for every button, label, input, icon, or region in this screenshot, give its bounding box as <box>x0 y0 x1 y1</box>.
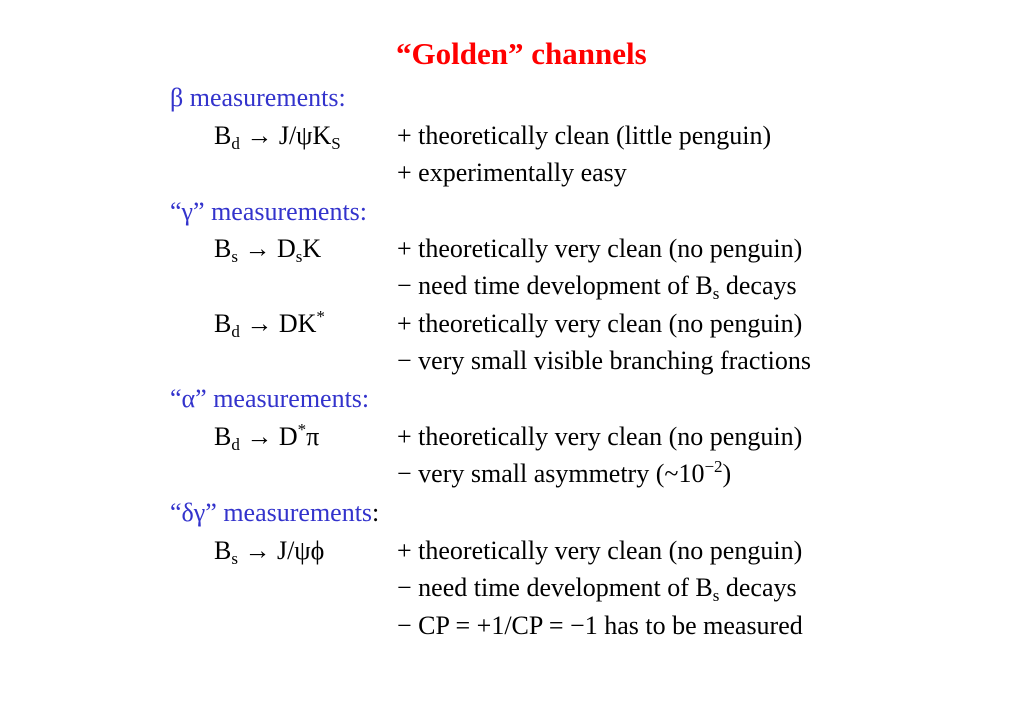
alpha-note-2: − very small asymmetry $(\sim 10^{-2})$ <box>397 457 732 488</box>
dgamma-channel: $B_s \to J/\psi\phi$ <box>214 536 325 568</box>
dgamma-note-1: + theoretically very clean (no penguin) <box>397 536 803 565</box>
beta-channel: $B_d \to J/\psi K_S$ <box>214 121 341 153</box>
gamma-channel-2: $B_d \to DK^*$ <box>214 307 325 341</box>
gamma-channel-1-note-1: + theoretically very clean (no penguin) <box>397 234 803 263</box>
dgamma-heading: “δγ” measurements: <box>170 498 380 527</box>
beta-heading: β measurements: <box>170 83 346 112</box>
gamma-channel-2-note-2: − very small visible branching fractions <box>397 346 811 375</box>
gamma-channel-1: $B_s \to D_sK$ <box>214 234 322 266</box>
gamma-channel-1-note-2: − need time development of $B_s$ decays <box>397 271 797 303</box>
alpha-heading: “α” measurements: <box>170 384 370 413</box>
alpha-channel: $B_d \to D^*\pi$ <box>214 420 320 454</box>
dgamma-note-2: − need time development of $B_s$ decays <box>397 573 797 605</box>
beta-note-1: + theoretically clean (little penguin) <box>397 121 772 150</box>
beta-note-2: + experimentally easy <box>397 158 627 187</box>
gamma-heading: “γ” measurements: <box>170 197 368 226</box>
gamma-channel-2-note-1: + theoretically very clean (no penguin) <box>397 309 803 338</box>
page-title: “Golden” channels <box>396 36 647 71</box>
dgamma-note-3: − CP = +1/CP = −1 has to be measured <box>397 611 803 640</box>
alpha-note-1: + theoretically very clean (no penguin) <box>397 422 803 451</box>
